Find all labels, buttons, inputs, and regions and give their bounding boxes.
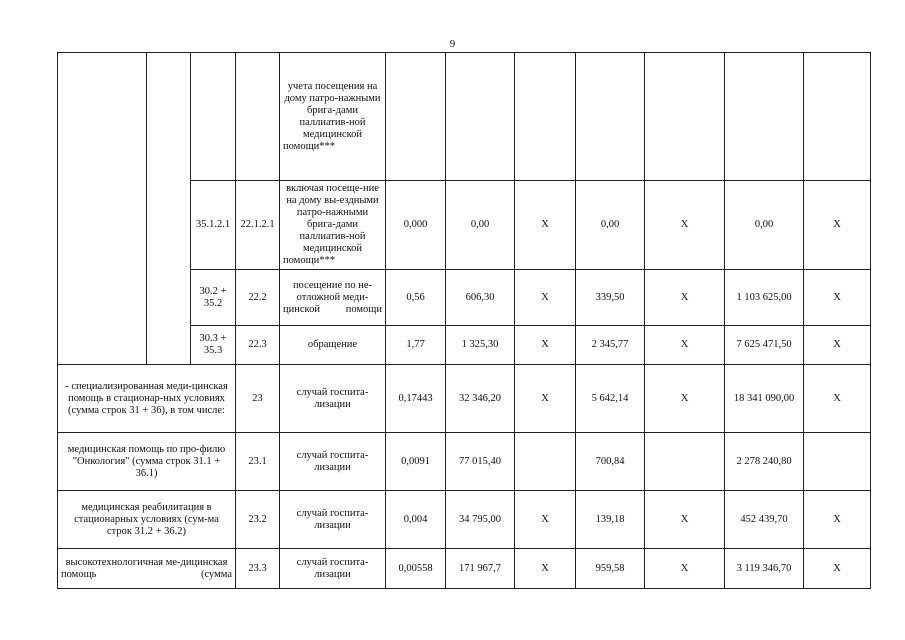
code2-cell: 22.1.2.1: [236, 181, 280, 270]
value-cell: X: [515, 270, 576, 326]
empty-code-cell: [147, 53, 191, 365]
value-cell: 0,56: [386, 270, 446, 326]
value-cell: 1,77: [386, 326, 446, 365]
value-cell: [515, 53, 576, 181]
value-cell: [515, 433, 576, 491]
value-cell: [645, 53, 725, 181]
code2-cell: 22.3: [236, 326, 280, 365]
table-row: [58, 365, 871, 433]
code2-cell: 23.1: [236, 433, 280, 491]
value-cell: 1 103 625,00: [725, 270, 804, 326]
code2-cell: [236, 53, 280, 181]
row-label-cell: - специализированная меди-цинская помощь в стационар-ных условиях (сумма строк 31 + 36), в том числе:: [58, 365, 236, 433]
empty-label-cell: [58, 53, 147, 365]
value-cell: 7 625 471,50: [725, 326, 804, 365]
value-cell: X: [804, 181, 871, 270]
code1-cell: 30.3 + 35.3: [191, 326, 236, 365]
value-cell: X: [515, 181, 576, 270]
code2-cell: 23.3: [236, 549, 280, 589]
code1-cell: 30.2 + 35.2: [191, 270, 236, 326]
table-row: [58, 491, 871, 549]
row-label-cell: высокотехнологичная ме-дицинская помощь (сумма: [58, 549, 236, 589]
value-cell: X: [515, 365, 576, 433]
value-cell: X: [645, 326, 725, 365]
value-cell: 34 795,00: [446, 491, 515, 549]
table-row: [58, 53, 871, 181]
value-cell: 1 325,30: [446, 326, 515, 365]
value-cell: X: [645, 365, 725, 433]
table-row: [58, 433, 871, 491]
unit-cell: случай госпита-лизации: [280, 491, 386, 549]
value-cell: 2 278 240,80: [725, 433, 804, 491]
value-cell: 2 345,77: [576, 326, 645, 365]
value-cell: X: [804, 270, 871, 326]
value-cell: 0,0091: [386, 433, 446, 491]
value-cell: X: [645, 549, 725, 589]
value-cell: 452 439,70: [725, 491, 804, 549]
value-cell: 0,00: [446, 181, 515, 270]
value-cell: [804, 53, 871, 181]
value-cell: 139,18: [576, 491, 645, 549]
value-cell: 0,17443: [386, 365, 446, 433]
value-cell: 32 346,20: [446, 365, 515, 433]
value-cell: X: [804, 365, 871, 433]
value-cell: [386, 53, 446, 181]
value-cell: 959,58: [576, 549, 645, 589]
unit-cell: случай госпита-лизации: [280, 433, 386, 491]
table-row: [58, 549, 871, 589]
row-label-cell: медицинская реабилитация в стационарных условиях (сум-ма строк 31.2 + 36.2): [58, 491, 236, 549]
unit-cell: обращение: [280, 326, 386, 365]
unit-cell: случай госпита-лизации: [280, 365, 386, 433]
code2-cell: 23: [236, 365, 280, 433]
unit-cell: посещение по не-отложной меди-цинской помощи: [280, 270, 386, 326]
value-cell: 700,84: [576, 433, 645, 491]
value-cell: X: [515, 549, 576, 589]
code2-cell: 22.2: [236, 270, 280, 326]
value-cell: X: [804, 326, 871, 365]
value-cell: X: [804, 549, 871, 589]
value-cell: 606,30: [446, 270, 515, 326]
value-cell: [725, 53, 804, 181]
value-cell: 0,00558: [386, 549, 446, 589]
value-cell: 339,50: [576, 270, 645, 326]
value-cell: 0,00: [725, 181, 804, 270]
code1-cell: [191, 53, 236, 181]
value-cell: [804, 433, 871, 491]
value-cell: X: [645, 181, 725, 270]
value-cell: [576, 53, 645, 181]
norms-table: [57, 52, 871, 589]
value-cell: 0,000: [386, 181, 446, 270]
value-cell: 77 015,40: [446, 433, 515, 491]
value-cell: [446, 53, 515, 181]
value-cell: X: [645, 270, 725, 326]
value-cell: X: [645, 491, 725, 549]
value-cell: 0,00: [576, 181, 645, 270]
value-cell: 5 642,14: [576, 365, 645, 433]
value-cell: 0,004: [386, 491, 446, 549]
value-cell: X: [515, 326, 576, 365]
value-cell: X: [804, 491, 871, 549]
value-cell: [645, 433, 725, 491]
code1-cell: 35.1.2.1: [191, 181, 236, 270]
page-number: 9: [449, 38, 456, 50]
unit-cell: случай госпита-лизации: [280, 549, 386, 589]
unit-cell: учета посещения на дому патро-нажными брига-дами паллиатив-ной медицинской помощи***: [280, 53, 386, 181]
code2-cell: 23.2: [236, 491, 280, 549]
row-label-cell: медицинская помощь по про-филю "Онкология" (сумма строк 31.1 + 36.1): [58, 433, 236, 491]
value-cell: 171 967,7: [446, 549, 515, 589]
unit-cell: включая посеще-ние на дому вы-ездными патро-нажными брига-дами паллиатив-ной медицинской помощи***: [280, 181, 386, 270]
value-cell: 18 341 090,00: [725, 365, 804, 433]
value-cell: X: [515, 491, 576, 549]
value-cell: 3 119 346,70: [725, 549, 804, 589]
